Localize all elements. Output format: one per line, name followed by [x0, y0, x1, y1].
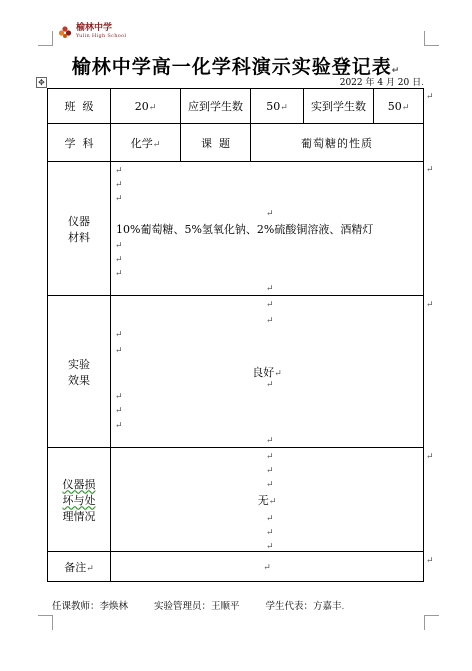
- table-row-subject: [48, 124, 424, 162]
- row-end-mark: ↵: [426, 556, 434, 566]
- signature-line: [52, 598, 344, 612]
- damage-value-cell[interactable]: 无↵: [111, 448, 424, 552]
- class-value-cell[interactable]: 20↵: [111, 89, 181, 124]
- notes-label-cell: 备注↵: [48, 552, 111, 582]
- empty-paragraph-mark: ↵: [266, 300, 274, 310]
- row-end-mark: ↵: [426, 165, 434, 175]
- row-end-mark: ↵: [426, 452, 434, 462]
- school-logo: [58, 20, 126, 42]
- actual-students-label-cell: 实到学生数: [304, 89, 374, 124]
- empty-paragraph-mark: ↵: [115, 166, 123, 176]
- crop-mark-bottom-right: [424, 615, 439, 630]
- teacher-signature: 任课教师：李焕林: [52, 601, 129, 612]
- empty-paragraph-mark: ↵: [115, 406, 123, 416]
- effect-value-cell[interactable]: 良好↵: [111, 296, 424, 448]
- actual-students-value-cell[interactable]: 50↵: [374, 89, 424, 124]
- logo-flower-icon: [58, 24, 72, 38]
- empty-paragraph-mark: ↵: [266, 284, 274, 294]
- empty-paragraph-mark: ↵: [266, 528, 274, 538]
- equipment-value-cell[interactable]: 10%葡萄糖、5%氢氧化钠、2%硫酸铜溶液、酒精灯: [111, 162, 424, 296]
- page-title: 榆林中学高一化学科演示实验登记表↵: [71, 56, 401, 78]
- student-rep-signature: 学生代表：方嘉丰.: [265, 601, 345, 612]
- registration-table: [47, 88, 424, 582]
- table-row-equipment: [48, 162, 424, 296]
- subject-label-cell: 学 科: [48, 124, 111, 162]
- crop-mark-top-right: [424, 31, 439, 46]
- empty-paragraph-mark: ↵: [266, 480, 274, 490]
- table-row-notes: [48, 552, 424, 582]
- empty-paragraph-mark: ↵: [115, 269, 123, 279]
- subject-value-cell[interactable]: 化学↵: [111, 124, 181, 162]
- empty-paragraph-mark: ↵: [266, 436, 274, 446]
- expected-students-label-cell: 应到学生数: [181, 89, 251, 124]
- table-row-effect: [48, 296, 424, 448]
- crop-mark-bottom-left: [38, 615, 53, 630]
- row-end-mark: ↵: [426, 92, 434, 102]
- row-end-mark: ↵: [426, 300, 434, 310]
- empty-paragraph-mark: ↵: [266, 514, 274, 524]
- damage-label-cell: 仪器损 坏与处 理情况: [48, 448, 111, 552]
- equipment-label-cell: 仪器 材料: [48, 162, 111, 296]
- empty-paragraph-mark: ↵: [115, 392, 123, 402]
- empty-paragraph-mark: ↵: [266, 466, 274, 476]
- topic-value-cell[interactable]: 葡萄糖的性质: [251, 124, 424, 162]
- logo-name: 榆林中学: [76, 23, 113, 33]
- empty-paragraph-mark: ↵: [115, 330, 123, 340]
- empty-paragraph-mark: ↵: [266, 380, 274, 390]
- table-row-class: [48, 89, 424, 124]
- empty-paragraph-mark: ↵: [115, 180, 123, 190]
- empty-paragraph-mark: ↵: [115, 346, 123, 356]
- empty-paragraph-mark: ↵: [115, 421, 123, 431]
- class-label-cell: 班 级: [48, 89, 111, 124]
- empty-paragraph-mark: ↵: [266, 316, 274, 326]
- empty-paragraph-mark: ↵: [266, 542, 274, 552]
- expected-students-value-cell[interactable]: 50↵: [251, 89, 304, 124]
- empty-paragraph-mark: ↵: [115, 194, 123, 204]
- logo-subtitle: Yulin High School: [76, 33, 127, 39]
- effect-label-cell: 实验 效果: [48, 296, 111, 448]
- crop-mark-top-left: [38, 31, 53, 46]
- table-row-damage: [48, 448, 424, 552]
- date-line: 2022 年 4 月 20 日.: [339, 78, 424, 88]
- empty-paragraph-mark: ↵: [115, 255, 123, 265]
- notes-value-cell[interactable]: ↵: [111, 552, 424, 582]
- empty-paragraph-mark: ↵: [115, 241, 123, 251]
- table-move-handle-icon[interactable]: ✥: [36, 77, 47, 88]
- empty-paragraph-mark: ↵: [266, 452, 274, 462]
- empty-paragraph-mark: ↵: [266, 209, 274, 219]
- topic-label-cell: 课 题: [181, 124, 251, 162]
- lab-admin-signature: 实验管理员：王顺平: [154, 601, 240, 612]
